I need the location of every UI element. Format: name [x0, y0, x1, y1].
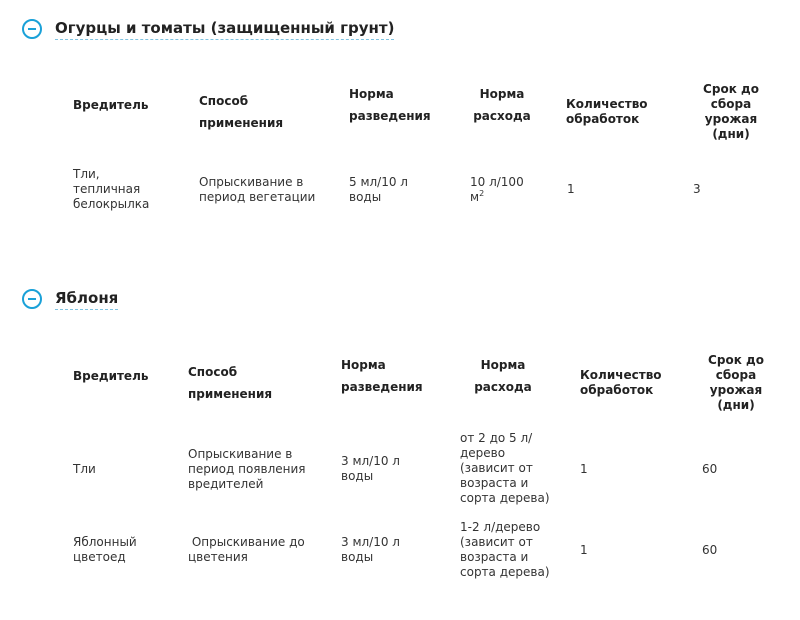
- consumption-text: 10 л/100 м: [470, 175, 524, 204]
- cell-count: 1: [580, 543, 588, 557]
- cell-term: 60: [702, 543, 718, 557]
- cell-count: 1: [580, 462, 588, 476]
- collapse-minus-icon[interactable]: [22, 19, 42, 39]
- cell-method: Опрыскивание в период вегетации: [199, 175, 316, 204]
- header-dilution: Норма разведения: [349, 87, 431, 123]
- cell-term: 60: [702, 462, 718, 476]
- collapse-minus-icon[interactable]: [22, 289, 42, 309]
- header-method: Способ применения: [188, 365, 273, 401]
- cell-method: Опрыскивание до цветения: [188, 535, 309, 564]
- cell-method: Опрыскивание в период появления вредителей: [188, 447, 306, 491]
- header-dilution: Норма разведения: [341, 358, 423, 394]
- cell-pest: Тли: [73, 462, 96, 476]
- header-method: Способ применения: [199, 94, 284, 130]
- section-toggle-cucumbers-tomatoes[interactable]: [22, 18, 394, 40]
- cell-dilution: 3 мл/10 л воды: [341, 454, 400, 483]
- cell-pest: Яблонный цветоед: [73, 535, 137, 564]
- cell-term: 3: [693, 182, 701, 196]
- cell-consumption: [470, 175, 540, 205]
- header-consumption: Норма расхода: [473, 87, 531, 123]
- header-count: Количество обработок: [566, 97, 648, 126]
- cell-consumption: 1-2 л/дерево (зависит от возраста и сорта дерева): [460, 520, 550, 579]
- header-pest: Вредитель: [73, 369, 149, 383]
- header-term: Срок до сбора урожая (дни): [703, 82, 759, 141]
- section-title[interactable]: Яблоня: [55, 288, 118, 310]
- header-pest: Вредитель: [73, 98, 149, 112]
- cell-pest: Тли, тепличная белокрылка: [73, 167, 150, 211]
- section-title[interactable]: Огурцы и томаты (защищенный грунт): [55, 18, 394, 40]
- cell-dilution: 5 мл/10 л воды: [349, 175, 408, 204]
- cell-count: 1: [567, 182, 575, 196]
- header-consumption: Норма расхода: [474, 358, 532, 394]
- cell-consumption: от 2 до 5 л/дерево (зависит от возраста и сорта дерева): [460, 431, 550, 505]
- header-term: Срок до сбора урожая (дни): [708, 353, 764, 412]
- section-toggle-apple-tree[interactable]: [22, 288, 118, 310]
- cell-dilution: 3 мл/10 л воды: [341, 535, 400, 564]
- header-count: Количество обработок: [580, 368, 662, 397]
- consumption-superscript: 2: [479, 189, 485, 198]
